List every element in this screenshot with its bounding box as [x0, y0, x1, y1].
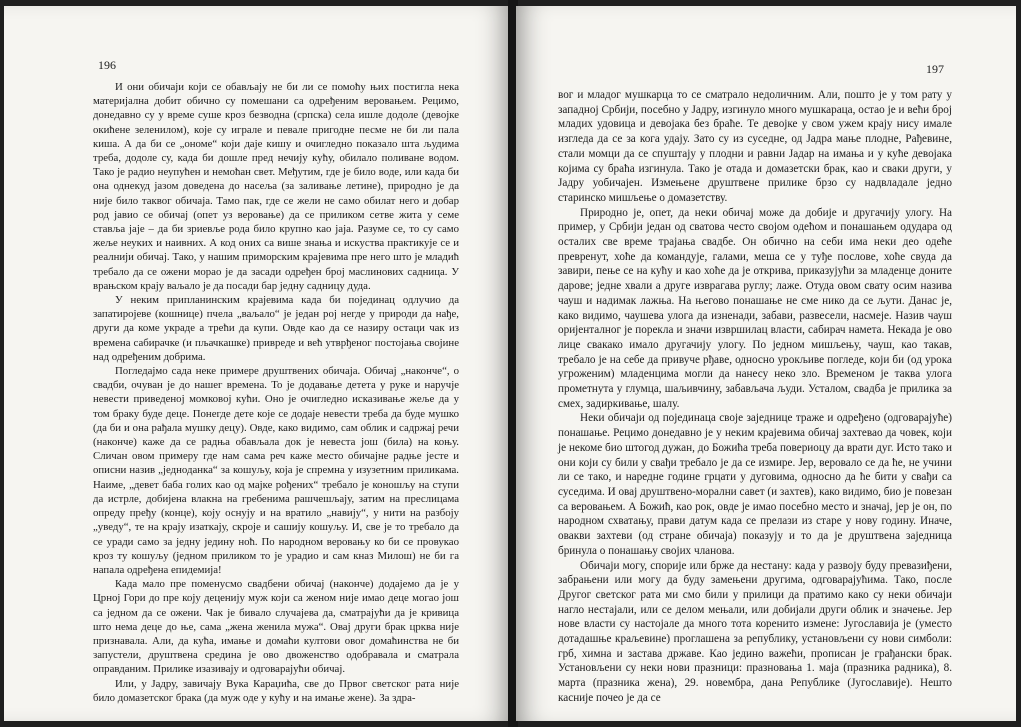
right-page	[516, 6, 1016, 721]
page-number: 197	[926, 62, 944, 76]
page-number: 196	[98, 58, 116, 72]
paragraph: И они обичаји који се обављају не би ли се помоћу њих постигла нека материјална добит обично су помешани са одређеним веровањем. Рецимо, донедавно су у време суше кроз безводна (српска) села ишле додоле (девојке окићене зеленилом), које су играле и певале пригодне песме не би ли пала киша. А да би се „ономе“ који даје кишу и очигледно показало шта људима треба, додоле су, када би дошле пред нечију кућу, обилало поливане водом. Тако је радио неупућен и немоћан свет. Међутим, где је било воде, или када би она однекуд јазом доведена до насеља (за заливање летине), природно је да није било таквог обичаја. Тамо пак, где се жели не само обилат него и добар род јавио се обичај (опет уз веровање) да се приликом сетве жита у семе ставља јаје – да би зриевље рода било крупно као јаја. Разуме се, то су само жеље неуких и наивних. А код оних са више знања и искуства практикује се и реалнији обичај. Тако, у нашим приморским крајевима пре него што је младић требало да се ожени морао је да засади одређен број маслинових садница. У врањском крају ваљало је да посади бар једну садницу дуда.	[93, 81, 459, 292]
paragraph: У неким припланинским крајевима када би појединац одлучио да запатиројеве (кошнице) пчела „ваљало“ је један рој негде у природи да нађе, други да коме украде а трећи да купи. Овде као да се назиру остаци чак из времена сабирачке (и пљачкашке) привреде и већ утврђеног постојања својине над одређеним добрима.	[93, 294, 459, 363]
paragraph: Природно је, опет, да неки обичај може да добије и другачију улогу. На пример, у Србији један од сватова често својом одећом и понашањем одудара од осталих све време трајања свадбе. Он обично на себи има неки део одеће превренут, хоће да командује, галами, меша се у туђе послове, хоће свуда да завири, пење се на кућу и као хоће да је открива, приказујући за младенце доните дарове; једне хвали а друге изврагава руглу; лаже. Отуда овом свату осим назива чауш и надимак лажња. На његово понашање не сме нико да се љути. Данас је, како видимо, чаушева улога да изненади, забави, развесели, насмеје. Назив чауш оријенталног је порекла и значи извршилац власти, сабирач намета. Некада је ово лице свакако имало другачију улогу. По једном мишљењу, чауш, као такав, требало је на себе да привуче рђаве, односно урокљиве погледе, који би (од урока угроженим) младенцима могли да нанесу неко зло. Временом је таква улога прометнута у глумца, шаљивчину, забављача људи. Усталом, свадба је прилика за смех, задиркивање, шалу.	[558, 206, 952, 410]
paragraph: Обичаји могу, спорије или брже да нестану: када у развоју буду превазиђени, забрањени или могу да буду замењени другима, одговарајућима. Тако, после Другог светског рата ми смо били у прилици да пратимо како су неки обичаји нагло нестајали, или се делом мењали, или добијали други облик и значење. Јер нове власти су настојале да много тота коренито измене: Југославија је (уместо дотадашње краљевине) проглашена за републику, установљени су нови симболи: грб, химна и застава државе. Као једино важећи, прописан је грађански брак. Установљени су неки нови празници: празновања 1. маја (празника радника), 8. марта (празника жена), 29. новембра, дана Републике (Југославије). Нешто касније почео је да се	[558, 559, 952, 704]
paragraph: Или, у Јадру, завичају Вука Караџића, све до Првог светског рата није било домазетског брака (да муж оде у кућу и на имање жене). За здра-	[93, 677, 459, 704]
paragraph: Када мало пре поменусмо свадбени обичај (наконче) додајемо да је у Црној Гори до пре коју деценију муж који са женом није имао деце могао још са једном да се ожени. Чак је бивало случајева да, сматрајући да је кривица што нема деце до ње, сама „жена женила мужа“. Овај други брак црква није признавала. Али, да кућа, имање и домаћи култови овог домаћинства не би запустели, друштвена средина је ово двоженство одобравала и сматрала оправданим. Прилике изазивају и одговарајући обичај.	[93, 578, 459, 676]
body-text	[558, 88, 952, 706]
left-page	[4, 6, 510, 721]
paragraph: Неки обичаји од појединаца своје заједнице траже и одређено (одговарајуће) понашање. Рецимо донедавно је у неким крајевима обичај захтевао да човек, који је некоме био штогод дужан, до Божића треба повериоцу да врати дуг. Исто тако и они који су били у свађи требало је да се измире. Јер, веровало се да ће, не учини ли се тако, и наредне године грцати у дуговима, односно да ће бити у свађи са суседима. И овај друштвено-морални савет (и захтев), како видимо, био је повезан са веровањем. А Божић, као рок, овде је имао посебно место и значај, јер је он, по народном схватању, прави датум када се прелази из старе у нову годину. Иначе, овакви захтеви (од стране обичаја) показују и то да је друштвена заједница бринула о понашању својих чланова.	[558, 412, 952, 557]
body-text	[93, 80, 459, 705]
paragraph: Погледајмо сада неке примере друштвених обичаја. Обичај „наконче“, о свадби, очуван је до нашег времена. То је додавање детета у руке и наручје невести приведеној момковој кући. Оно је очигледно исказивање жеље да у том браку буде деце. Понегде дете које се додаје невести треба да буде мушко (да би и она рађала мушку децу). Овде, како видимо, сам облик и садржај речи (наконче) каже да се радња обављала док је невеста још (била) на коњу. Сличан овом примеру где нам сама реч каже место обичајне радње јесте и описни назив „једноданка“ за кошуљу, која је спремна у изузетним приликама. Наиме, „девет баба голих као од мајке рођених“ требало је коношљу на ступи да истрле, добијена влакна на гребенима рашчешљају, затим на преслицама опреду пређу (конце), коју оснују и на вратило „навију“, у нити на разбоју „уведу“, те на крају изаткају, скроје и сашију кошуљу. И, све је то требало да се уради само за једну једину ноћ. По народном веровању ко би се провукао кроз ту кошуљу (једном приликом то је урадио и сам кназ Милош) не би га напала одређена епидемија!	[93, 365, 459, 576]
paragraph: вог и младог мушкарца то се сматрало недоличним. Али, пошто је у том рату у западној Србији, посебно у Јадру, изгинуло много мушкараца, остао је и већи број младих удовица и девојака без браће. Те девојке у свом ужем крају нису имале изгледа да се за кога удају. Зато су из суседне, од Јадра мање плодне, Рађевине, стали момци да се спуштају у плодни и равни Јадар на имања и у куће девојака којима су браћа изгинула. Тако је отада и домазетски брак, као и сваки други, у Јадру уобичајен. Измењене друштвене прилике брзо су надвладале једно старинско мишљење о домазетству.	[558, 89, 952, 204]
